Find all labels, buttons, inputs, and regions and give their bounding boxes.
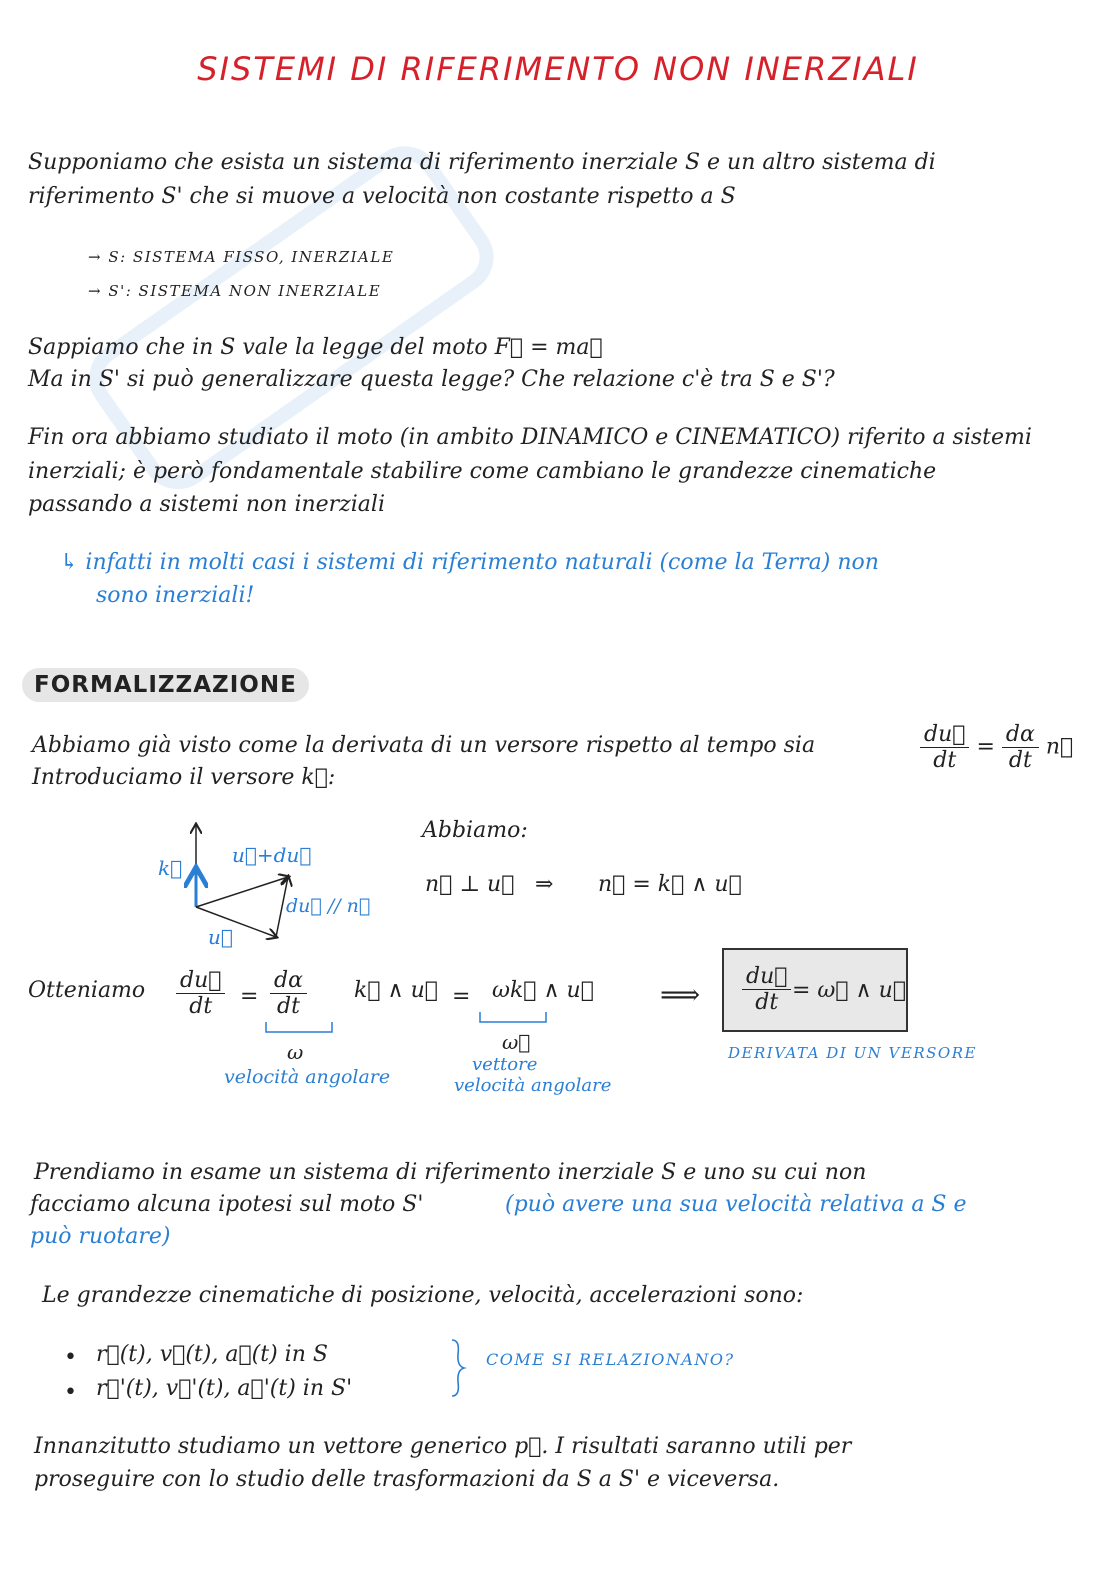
intro-line-2: riferimento S' che si muove a velocità non costante rispetto a S <box>28 184 736 209</box>
derivative-line-2: Introduciamo il versore k⃗: <box>32 765 336 790</box>
bullet-dot: • <box>64 1345 77 1370</box>
boxed-caption: DERIVATA DI UN VERSORE <box>728 1044 977 1062</box>
n-perp-u: n⃗ ⊥ u⃗ <box>425 872 515 897</box>
brace-omega <box>264 1020 334 1036</box>
result-eq-2: = <box>452 984 471 1009</box>
abbiamo-label: Abbiamo: <box>422 818 528 843</box>
boxed-rhs: = ω⃗ ∧ u⃗ <box>792 978 907 1003</box>
formula-eq: = <box>976 734 995 760</box>
result-du: du⃗ <box>176 968 225 994</box>
n-equals-k-cross-u: n⃗ = k⃗ ∧ u⃗ <box>598 872 742 897</box>
section-title: FORMALIZZAZIONE <box>22 668 309 702</box>
vector-caption-2: velocità angolare <box>454 1075 612 1096</box>
formula-du: du⃗ <box>920 722 969 748</box>
implies-arrow: ⇒ <box>535 872 554 897</box>
result-da: dα <box>270 968 307 994</box>
quantities-item-1: r⃗(t), v⃗(t), a⃗(t) in S <box>96 1342 328 1367</box>
relation-question: COME SI RELAZIONANO? <box>486 1350 735 1369</box>
formula-dt: dt <box>933 748 957 773</box>
formula-n: n⃗ <box>1045 734 1074 760</box>
result-k-cross-u: k⃗ ∧ u⃗ <box>354 978 438 1003</box>
du-parallel-label: du⃗ // n⃗ <box>286 895 371 917</box>
result-dt: dt <box>189 994 213 1019</box>
generic-line-2b: (può avere una sua velocità relativa a S e <box>505 1192 967 1217</box>
closing-line-1: Innanzitutto studiamo un vettore generico p⃗. I risultati saranno utili per <box>34 1434 852 1459</box>
result-implies: ⟹ <box>660 978 701 1011</box>
note-line-1: ↳ infatti in molti casi i sistemi di riferimento naturali (come la Terra) non <box>60 550 879 575</box>
result-omega-k-cross-u: ωk⃗ ∧ u⃗ <box>492 978 594 1003</box>
quantities-item-2: r⃗'(t), v⃗'(t), a⃗'(t) in S' <box>96 1376 353 1401</box>
u-plus-du-vector <box>196 877 288 907</box>
boxed-fraction <box>742 964 791 1015</box>
derivative-line-1: Abbiamo già visto come la derivata di un versore rispetto al tempo sia <box>32 733 816 758</box>
generic-line-3: può ruotare) <box>30 1224 171 1249</box>
page-title: SISTEMI DI RIFERIMENTO NON INERZIALI <box>197 50 919 88</box>
result-fraction-da-dt <box>270 968 307 1019</box>
generic-line-2a: facciamo alcuna ipotesi sul moto S' <box>30 1192 424 1217</box>
otteniamo-label: Otteniamo <box>28 978 146 1003</box>
study-line-3: passando a sistemi non inerziali <box>28 492 385 517</box>
brace-omega-vector <box>478 1010 548 1026</box>
note-line-2: sono inerziali! <box>96 583 255 608</box>
quantities-intro: Le grandezze cinematiche di posizione, velocità, accelerazioni sono: <box>42 1283 804 1308</box>
law-line-1: Sappiamo che in S vale la legge del moto F⃗ = ma⃗ <box>28 335 603 360</box>
result-dt-2: dt <box>277 994 300 1019</box>
study-line-1: Fin ora abbiamo studiato il moto (in ambito DINAMICO e CINEMATICO) riferito a sistemi <box>28 425 1032 450</box>
vector-caption-1: vettore <box>472 1054 538 1075</box>
omega-symbol: ω <box>287 1040 304 1064</box>
law-line-2: Ma in S' si può generalizzare questa legge? Che relazione c'è tra S e S'? <box>28 367 835 392</box>
boxed-dt: dt <box>755 990 779 1015</box>
k-label: k⃗ <box>158 856 183 880</box>
generic-line-1: Prendiamo in esame un sistema di riferimento inerziale S e uno su cui non <box>34 1160 867 1185</box>
vector-diagram <box>140 815 380 955</box>
formula-dt-2: dt <box>1008 748 1032 773</box>
definition-s: → S: SISTEMA FISSO, INERZIALE <box>88 248 395 266</box>
u-label: u⃗ <box>208 925 233 949</box>
u-plus-du-label: u⃗+du⃗ <box>232 843 312 867</box>
formula-dalpha: dα <box>1002 722 1039 748</box>
result-eq-1: = <box>240 984 259 1009</box>
closing-line-2: proseguire con lo studio delle trasformazioni da S a S' e viceversa. <box>34 1467 780 1492</box>
bullet-dot: • <box>64 1380 77 1405</box>
intro-line-1: Supponiamo che esista un sistema di riferimento inerziale S e un altro sistema di <box>28 150 936 175</box>
omega-caption: velocità angolare <box>224 1066 391 1088</box>
derivative-formula <box>920 722 1073 773</box>
study-line-2: inerziali; è però fondamentale stabilire come cambiano le grandezze cinematiche <box>28 459 937 484</box>
omega-vector-symbol: ω⃗ <box>502 1030 531 1054</box>
boxed-du: du⃗ <box>742 964 791 990</box>
result-fraction-du-dt <box>176 968 225 1019</box>
definition-s-prime: → S': SISTEMA NON INERZIALE <box>88 282 382 300</box>
curly-brace <box>448 1338 468 1398</box>
